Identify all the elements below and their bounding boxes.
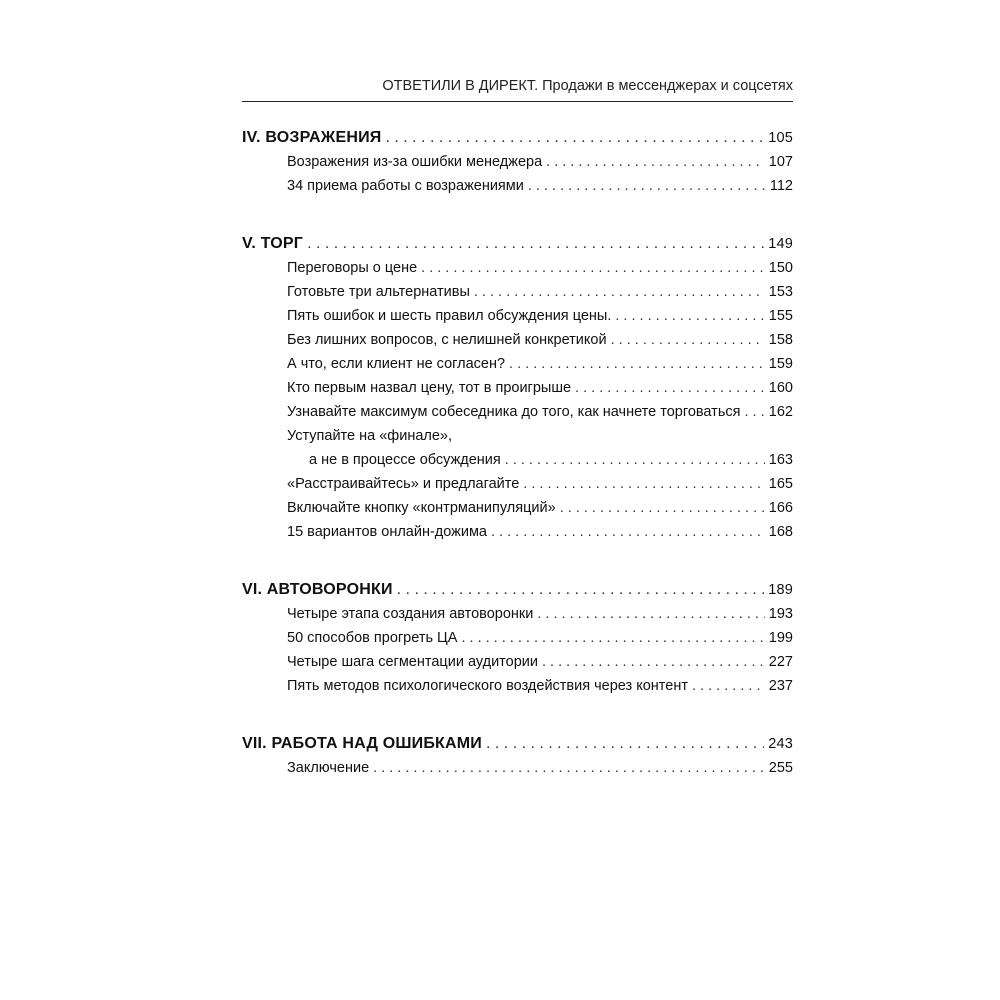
- toc-entry[interactable]: [242, 256, 793, 280]
- toc-section-iv: [242, 126, 793, 198]
- dot-leader: [397, 578, 765, 602]
- entry-title: А что, если клиент не согласен?: [287, 356, 506, 372]
- running-header: ОТВЕТИЛИ В ДИРЕКТ. Продажи в мессенджерах и соцсетях: [382, 78, 793, 94]
- toc-entry[interactable]: [242, 304, 793, 328]
- entry-title: Четыре шага сегментации аудитории: [287, 654, 538, 670]
- dot-leader: [744, 400, 764, 424]
- entry-title: «Расстраивайтесь» и предлагайте: [287, 476, 520, 492]
- dot-leader: [560, 496, 765, 520]
- toc-entry[interactable]: [242, 496, 793, 520]
- toc-entry[interactable]: [242, 520, 793, 544]
- page-number: 155: [768, 308, 793, 324]
- dot-leader: [542, 650, 765, 674]
- table-of-contents: [242, 126, 793, 814]
- toc-chapter[interactable]: [242, 232, 793, 256]
- entry-title-continuation: а не в процессе обсуждения: [309, 452, 501, 468]
- page-number: 112: [769, 178, 793, 194]
- dot-leader: [615, 304, 764, 328]
- entry-title: Уступайте на «финале»,: [287, 428, 453, 444]
- toc-entry[interactable]: [242, 280, 793, 304]
- toc-entry[interactable]: [242, 400, 793, 424]
- page-number: 199: [768, 630, 793, 646]
- page-number: 107: [768, 154, 793, 170]
- toc-entry[interactable]: [242, 472, 793, 496]
- entry-title: Переговоры о цене: [287, 260, 418, 276]
- toc-entry[interactable]: [242, 376, 793, 400]
- toc-entry[interactable]: [242, 602, 793, 626]
- dot-leader: [491, 520, 765, 544]
- dot-leader: [537, 602, 764, 626]
- entry-title: 34 приема работы с возражениями: [287, 178, 524, 194]
- dot-leader: [546, 150, 765, 174]
- entry-title: Возражения из-за ошибки менеджера: [287, 154, 543, 170]
- chapter-title: VI. АВТОВОРОНКИ: [242, 581, 393, 598]
- dot-leader: [523, 472, 765, 496]
- dot-leader: [575, 376, 765, 400]
- page-number: 227: [768, 654, 793, 670]
- entry-title: Без лишних вопросов, с нелишней конкретикой: [287, 332, 607, 348]
- entry-title: Пять ошибок и шесть правил обсуждения цены.: [287, 308, 612, 324]
- entry-title: Заключение: [287, 760, 370, 776]
- toc-entry[interactable]: [242, 328, 793, 352]
- page-number: 193: [768, 606, 793, 622]
- page-number: 158: [768, 332, 793, 348]
- entry-title: Пять методов психологического воздействия через контент: [287, 678, 688, 694]
- page-number: 243: [768, 736, 793, 752]
- page-number: 153: [768, 284, 793, 300]
- page-number: 189: [768, 582, 793, 598]
- dot-leader: [528, 174, 766, 198]
- chapter-title: IV. ВОЗРАЖЕНИЯ: [242, 129, 382, 146]
- page-number: 165: [768, 476, 793, 492]
- dot-leader: [692, 674, 765, 698]
- chapter-title: VII. РАБОТА НАД ОШИБКАМИ: [242, 735, 483, 752]
- toc-entry[interactable]: [242, 150, 793, 174]
- toc-entry[interactable]: [242, 174, 793, 198]
- toc-chapter[interactable]: [242, 578, 793, 602]
- header-rule: [242, 101, 793, 102]
- entry-title: 50 способов прогреть ЦА: [287, 630, 458, 646]
- dot-leader: [461, 626, 764, 650]
- dot-leader: [373, 756, 765, 780]
- toc-entry[interactable]: [242, 352, 793, 376]
- dot-leader: [611, 328, 765, 352]
- toc-entry[interactable]: [242, 650, 793, 674]
- dot-leader: [509, 352, 765, 376]
- toc-chapter[interactable]: [242, 126, 793, 150]
- page-number: 105: [768, 130, 793, 146]
- toc-entry[interactable]: [242, 756, 793, 780]
- dot-leader: [486, 732, 764, 756]
- page-number: 149: [768, 236, 793, 252]
- toc-entry[interactable]: [242, 674, 793, 698]
- dot-leader: [421, 256, 765, 280]
- page-number: 166: [768, 500, 793, 516]
- toc-entry-first-line[interactable]: [242, 424, 793, 448]
- toc-section-v: [242, 232, 793, 544]
- dot-leader: [505, 448, 765, 472]
- toc-chapter[interactable]: [242, 732, 793, 756]
- toc-entry[interactable]: [242, 626, 793, 650]
- toc-section-vi: [242, 578, 793, 698]
- page-number: 160: [768, 380, 793, 396]
- toc-entry-continuation[interactable]: [242, 448, 793, 472]
- chapter-title: V. ТОРГ: [242, 235, 304, 252]
- toc-section-vii: [242, 732, 793, 780]
- page-number: 237: [768, 678, 793, 694]
- page-number: 163: [768, 452, 793, 468]
- dot-leader: [474, 280, 765, 304]
- page-number: 159: [768, 356, 793, 372]
- entry-title: Четыре этапа создания автоворонки: [287, 606, 534, 622]
- dot-leader: [385, 126, 764, 150]
- page-number: 255: [768, 760, 793, 776]
- entry-title: Включайте кнопку «контрманипуляций»: [287, 500, 556, 516]
- entry-title: 15 вариантов онлайн-дожима: [287, 524, 487, 540]
- page-number: 162: [768, 404, 793, 420]
- entry-title: Узнавайте максимум собеседника до того, как начнете торговаться: [287, 404, 741, 420]
- entry-title: Готовьте три альтернативы: [287, 284, 470, 300]
- page-number: 150: [768, 260, 793, 276]
- entry-title: Кто первым назвал цену, тот в проигрыше: [287, 380, 572, 396]
- page-number: 168: [768, 524, 793, 540]
- dot-leader: [307, 232, 764, 256]
